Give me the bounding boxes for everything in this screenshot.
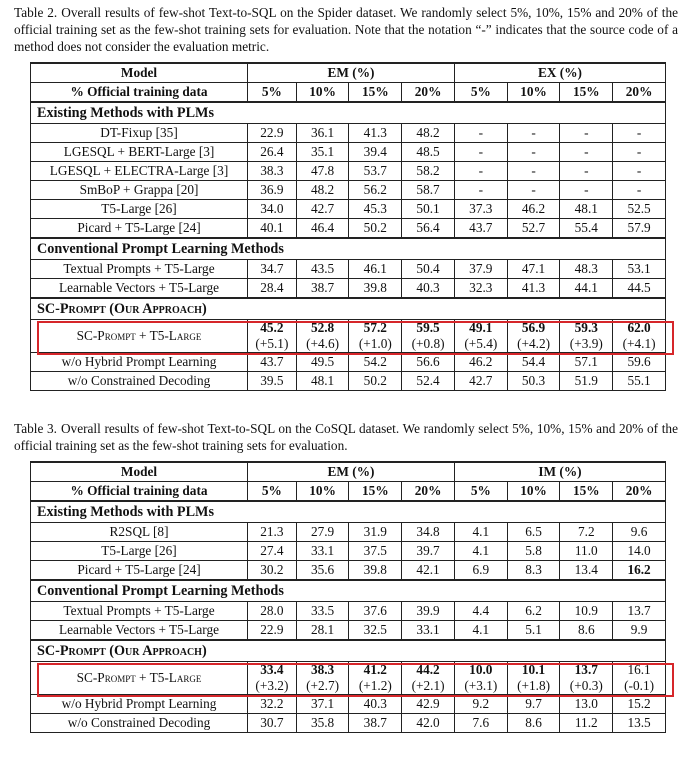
metric-group-header: EM (%)	[248, 63, 455, 83]
result-cell: 8.3	[507, 561, 560, 581]
result-cell: 41.3	[349, 124, 402, 143]
result-cell: 56.2	[349, 181, 402, 200]
score-value: 45.2	[260, 320, 284, 335]
result-cell: 56.6	[402, 353, 455, 372]
result-cell: 58.2	[402, 162, 455, 181]
result-cell: 8.6	[560, 621, 613, 641]
result-cell: 6.2	[507, 602, 560, 621]
method-name	[31, 320, 248, 353]
percent-header: 15%	[349, 83, 402, 103]
table3-caption-label: Table 3.	[14, 421, 57, 436]
score-delta: (+2.7)	[306, 678, 340, 693]
result-cell: 36.1	[296, 124, 349, 143]
result-cell: 37.9	[454, 260, 507, 279]
result-cell: 22.9	[248, 621, 297, 641]
result-cell: 28.1	[296, 621, 349, 641]
result-cell	[613, 320, 666, 353]
result-cell: -	[454, 143, 507, 162]
result-cell	[402, 662, 455, 695]
result-cell: 42.0	[402, 714, 455, 733]
result-cell: -	[454, 181, 507, 200]
result-cell: 7.6	[454, 714, 507, 733]
score-value: 33.4	[260, 662, 284, 677]
section-title: Existing Methods with PLMs	[31, 102, 666, 124]
result-cell: 53.1	[613, 260, 666, 279]
model-header: Model	[31, 63, 248, 83]
result-cell: 37.5	[349, 542, 402, 561]
result-cell: 47.8	[296, 162, 349, 181]
result-cell: 46.4	[296, 219, 349, 239]
header-row	[31, 462, 666, 482]
table-row	[31, 124, 666, 143]
score-delta: (+5.1)	[255, 336, 289, 351]
score-delta: (+5.4)	[464, 336, 498, 351]
section-title: Conventional Prompt Learning Methods	[31, 238, 666, 260]
result-cell: 33.5	[296, 602, 349, 621]
score-delta: (+1.8)	[517, 678, 551, 693]
score-value: 49.1	[469, 320, 493, 335]
score-delta: (+3.9)	[569, 336, 603, 351]
method-name: w/o Hybrid Prompt Learning	[31, 353, 248, 372]
score-delta: (+2.1)	[411, 678, 445, 693]
result-cell	[349, 662, 402, 695]
result-cell: 48.5	[402, 143, 455, 162]
result-cell: 27.9	[296, 523, 349, 542]
score-value: 44.2	[416, 662, 440, 677]
result-cell: 57.9	[613, 219, 666, 239]
our-method-row	[31, 662, 666, 695]
method-name: SmBoP + Grappa [20]	[31, 181, 248, 200]
result-cell: 32.2	[248, 695, 297, 714]
result-cell: 42.9	[402, 695, 455, 714]
result-cell: -	[454, 124, 507, 143]
result-cell: 50.1	[402, 200, 455, 219]
result-cell: 50.2	[349, 219, 402, 239]
subheader-row	[31, 482, 666, 502]
result-cell: 48.2	[296, 181, 349, 200]
result-cell: 55.1	[613, 372, 666, 391]
result-cell: 9.7	[507, 695, 560, 714]
table-row	[31, 279, 666, 299]
percent-header: 15%	[349, 482, 402, 502]
result-cell: -	[560, 124, 613, 143]
result-cell: 16.2	[613, 561, 666, 581]
table3	[30, 461, 666, 733]
result-cell: 43.5	[296, 260, 349, 279]
percent-header: 20%	[402, 83, 455, 103]
result-cell: 39.8	[349, 561, 402, 581]
result-cell: 45.3	[349, 200, 402, 219]
section-row	[31, 501, 666, 523]
result-cell: 13.0	[560, 695, 613, 714]
result-cell: 42.7	[454, 372, 507, 391]
score-value: 59.3	[574, 320, 598, 335]
result-cell: 5.8	[507, 542, 560, 561]
result-cell: -	[560, 181, 613, 200]
result-cell: 15.2	[613, 695, 666, 714]
score-delta: (+4.6)	[306, 336, 340, 351]
method-name: T5-Large [26]	[31, 200, 248, 219]
method-name: Picard + T5-Large [24]	[31, 561, 248, 581]
percent-header: 5%	[454, 482, 507, 502]
result-cell: 46.2	[454, 353, 507, 372]
table-row	[31, 561, 666, 581]
result-cell: 30.7	[248, 714, 297, 733]
result-cell	[560, 662, 613, 695]
metric-group-header: EM (%)	[248, 462, 455, 482]
result-cell: 47.1	[507, 260, 560, 279]
result-cell: 6.9	[454, 561, 507, 581]
table-row	[31, 162, 666, 181]
section-row	[31, 298, 666, 320]
method-name: Learnable Vectors + T5-Large	[31, 279, 248, 299]
result-cell: 4.1	[454, 542, 507, 561]
score-value: 10.1	[521, 662, 546, 677]
result-cell: 11.0	[560, 542, 613, 561]
method-name: w/o Constrained Decoding	[31, 714, 248, 733]
result-cell: -	[507, 162, 560, 181]
result-cell: 13.4	[560, 561, 613, 581]
ablation-row	[31, 695, 666, 714]
table3-caption-text: Overall results of few-shot Text-to-SQL on the CoSQL dataset. We randomly select 5%, 10%, 15% and 20% of the official training set as the few-shot training sets for evaluation.	[14, 421, 678, 453]
method-name: w/o Constrained Decoding	[31, 372, 248, 391]
result-cell: -	[613, 143, 666, 162]
result-cell: 40.3	[349, 695, 402, 714]
method-name: Learnable Vectors + T5-Large	[31, 621, 248, 641]
model-header: Model	[31, 462, 248, 482]
method-name: LGESQL + ELECTRA-Large [3]	[31, 162, 248, 181]
result-cell: 11.2	[560, 714, 613, 733]
score-delta: (+3.2)	[255, 678, 289, 693]
method-name	[31, 662, 248, 695]
result-cell: 7.2	[560, 523, 613, 542]
method-name-text: SC-Prompt + T5-Large	[76, 328, 202, 343]
percent-header: 5%	[248, 83, 297, 103]
result-cell	[613, 662, 666, 695]
table-row	[31, 621, 666, 641]
metric-group-header: IM (%)	[454, 462, 665, 482]
subheader-row	[31, 83, 666, 103]
result-cell: 49.5	[296, 353, 349, 372]
percent-header: 10%	[296, 482, 349, 502]
table2-caption-text: Overall results of few-shot Text-to-SQL on the Spider dataset. We randomly select 5%, 10%, 15% and 20% of the official training set as the few-shot training sets for evaluation. Note that the notation “-” indicates that the source code of a method does not consider the evaluation metric.	[14, 5, 679, 54]
result-cell: 58.7	[402, 181, 455, 200]
table-row	[31, 143, 666, 162]
result-cell: 28.0	[248, 602, 297, 621]
result-cell: 34.0	[248, 200, 297, 219]
score-delta: (+0.3)	[569, 678, 603, 693]
section-title	[31, 298, 666, 320]
percent-header: 10%	[296, 83, 349, 103]
result-cell: 13.7	[613, 602, 666, 621]
score-value: 38.3	[310, 662, 335, 677]
result-cell	[349, 320, 402, 353]
result-cell: 39.9	[402, 602, 455, 621]
result-cell: 39.8	[349, 279, 402, 299]
ablation-row	[31, 714, 666, 733]
result-cell: 39.7	[402, 542, 455, 561]
result-cell: 57.1	[560, 353, 613, 372]
table-row	[31, 523, 666, 542]
section-row	[31, 640, 666, 662]
result-cell: 37.3	[454, 200, 507, 219]
result-cell: 38.7	[349, 714, 402, 733]
result-cell: 33.1	[402, 621, 455, 641]
metric-group-header: EX (%)	[454, 63, 665, 83]
score-value: 62.0	[627, 320, 651, 335]
result-cell	[402, 320, 455, 353]
score-value: 16.1	[627, 662, 651, 677]
result-cell: -	[613, 124, 666, 143]
score-delta: (+4.2)	[517, 336, 551, 351]
result-cell: 44.1	[560, 279, 613, 299]
result-cell: 32.3	[454, 279, 507, 299]
percent-header: 10%	[507, 482, 560, 502]
result-cell: -	[560, 162, 613, 181]
section-title-text: SC-Prompt (Our Approach)	[37, 300, 207, 317]
score-value: 10.0	[469, 662, 493, 677]
table2-caption-label: Table 2.	[14, 5, 58, 20]
result-cell: 40.3	[402, 279, 455, 299]
percent-header: 20%	[613, 83, 666, 103]
result-cell: 48.1	[560, 200, 613, 219]
result-cell	[560, 320, 613, 353]
result-cell: 54.4	[507, 353, 560, 372]
result-cell	[248, 662, 297, 695]
table-row	[31, 219, 666, 239]
method-name: T5-Large [26]	[31, 542, 248, 561]
score-delta: (+0.8)	[411, 336, 445, 351]
section-title	[31, 640, 666, 662]
table-row	[31, 260, 666, 279]
result-cell: 48.1	[296, 372, 349, 391]
result-cell: 9.6	[613, 523, 666, 542]
training-data-header: % Official training data	[31, 482, 248, 502]
result-cell	[507, 320, 560, 353]
our-method-row	[31, 320, 666, 353]
result-cell: 43.7	[248, 353, 297, 372]
result-cell: 10.9	[560, 602, 613, 621]
result-cell: 37.1	[296, 695, 349, 714]
section-title-text: SC-Prompt (Our Approach)	[37, 642, 207, 659]
result-cell: 52.4	[402, 372, 455, 391]
header-row	[31, 63, 666, 83]
result-cell: 33.1	[296, 542, 349, 561]
result-cell: 35.1	[296, 143, 349, 162]
percent-header: 15%	[560, 482, 613, 502]
method-name: w/o Hybrid Prompt Learning	[31, 695, 248, 714]
percent-header: 20%	[613, 482, 666, 502]
result-cell: 14.0	[613, 542, 666, 561]
table3-caption	[14, 420, 678, 454]
result-cell: 36.9	[248, 181, 297, 200]
score-delta: (+1.2)	[358, 678, 392, 693]
result-cell: 41.3	[507, 279, 560, 299]
result-cell: 31.9	[349, 523, 402, 542]
method-name-text: SC-Prompt + T5-Large	[76, 670, 202, 685]
result-cell: 46.1	[349, 260, 402, 279]
percent-header: 5%	[248, 482, 297, 502]
result-cell	[296, 662, 349, 695]
method-name: R2SQL [8]	[31, 523, 248, 542]
method-name: Textual Prompts + T5-Large	[31, 602, 248, 621]
result-cell: 51.9	[560, 372, 613, 391]
result-cell: 27.4	[248, 542, 297, 561]
section-row	[31, 580, 666, 602]
training-data-header: % Official training data	[31, 83, 248, 103]
result-cell: 50.3	[507, 372, 560, 391]
result-cell: 8.6	[507, 714, 560, 733]
result-cell: 9.9	[613, 621, 666, 641]
result-cell: -	[454, 162, 507, 181]
method-name: DT-Fixup [35]	[31, 124, 248, 143]
result-cell: 37.6	[349, 602, 402, 621]
method-name: Picard + T5-Large [24]	[31, 219, 248, 239]
result-cell: 6.5	[507, 523, 560, 542]
result-cell: 38.3	[248, 162, 297, 181]
result-cell: -	[507, 181, 560, 200]
result-cell: 30.2	[248, 561, 297, 581]
result-cell: 55.4	[560, 219, 613, 239]
result-cell: 40.1	[248, 219, 297, 239]
result-cell: 35.6	[296, 561, 349, 581]
table-row	[31, 542, 666, 561]
table2-caption	[14, 4, 678, 55]
score-delta: (+4.1)	[622, 336, 656, 351]
result-cell: 50.4	[402, 260, 455, 279]
result-cell: -	[613, 162, 666, 181]
result-cell: 48.3	[560, 260, 613, 279]
result-cell: 4.4	[454, 602, 507, 621]
result-cell: 59.6	[613, 353, 666, 372]
result-cell	[507, 662, 560, 695]
result-cell: 54.2	[349, 353, 402, 372]
section-title: Existing Methods with PLMs	[31, 501, 666, 523]
percent-header: 20%	[402, 482, 455, 502]
result-cell: 56.4	[402, 219, 455, 239]
section-row	[31, 238, 666, 260]
result-cell: 28.4	[248, 279, 297, 299]
result-cell: 22.9	[248, 124, 297, 143]
result-cell: 43.7	[454, 219, 507, 239]
score-value: 59.5	[416, 320, 440, 335]
score-value: 56.9	[521, 320, 546, 335]
result-cell: 9.2	[454, 695, 507, 714]
table2	[30, 62, 666, 391]
result-cell	[454, 662, 507, 695]
percent-header: 15%	[560, 83, 613, 103]
result-cell: 50.2	[349, 372, 402, 391]
result-cell: 32.5	[349, 621, 402, 641]
percent-header: 10%	[507, 83, 560, 103]
method-name: LGESQL + BERT-Large [3]	[31, 143, 248, 162]
result-cell: 46.2	[507, 200, 560, 219]
score-value: 52.8	[310, 320, 335, 335]
score-delta: (+3.1)	[464, 678, 498, 693]
table-row	[31, 602, 666, 621]
result-cell: 42.1	[402, 561, 455, 581]
result-cell: 35.8	[296, 714, 349, 733]
result-cell: 4.1	[454, 621, 507, 641]
table-row	[31, 200, 666, 219]
result-cell: 38.7	[296, 279, 349, 299]
score-value: 13.7	[574, 662, 598, 677]
section-row	[31, 102, 666, 124]
result-cell: 4.1	[454, 523, 507, 542]
result-cell: -	[613, 181, 666, 200]
result-cell: 52.7	[507, 219, 560, 239]
result-cell: 5.1	[507, 621, 560, 641]
result-cell: 21.3	[248, 523, 297, 542]
result-cell: 42.7	[296, 200, 349, 219]
section-title: Conventional Prompt Learning Methods	[31, 580, 666, 602]
result-cell: 53.7	[349, 162, 402, 181]
result-cell: 39.4	[349, 143, 402, 162]
result-cell: -	[560, 143, 613, 162]
ablation-row	[31, 372, 666, 391]
score-value: 57.2	[363, 320, 387, 335]
result-cell: 48.2	[402, 124, 455, 143]
ablation-row	[31, 353, 666, 372]
result-cell: 52.5	[613, 200, 666, 219]
score-value: 41.2	[363, 662, 387, 677]
result-cell: 44.5	[613, 279, 666, 299]
table-row	[31, 181, 666, 200]
result-cell: 13.5	[613, 714, 666, 733]
score-delta: (+1.0)	[358, 336, 392, 351]
result-cell: 34.7	[248, 260, 297, 279]
score-delta: (-0.1)	[624, 678, 655, 693]
result-cell: -	[507, 124, 560, 143]
percent-header: 5%	[454, 83, 507, 103]
result-cell	[248, 320, 297, 353]
result-cell: 26.4	[248, 143, 297, 162]
method-name: Textual Prompts + T5-Large	[31, 260, 248, 279]
result-cell	[454, 320, 507, 353]
result-cell: 34.8	[402, 523, 455, 542]
result-cell: -	[507, 143, 560, 162]
result-cell	[296, 320, 349, 353]
result-cell: 39.5	[248, 372, 297, 391]
